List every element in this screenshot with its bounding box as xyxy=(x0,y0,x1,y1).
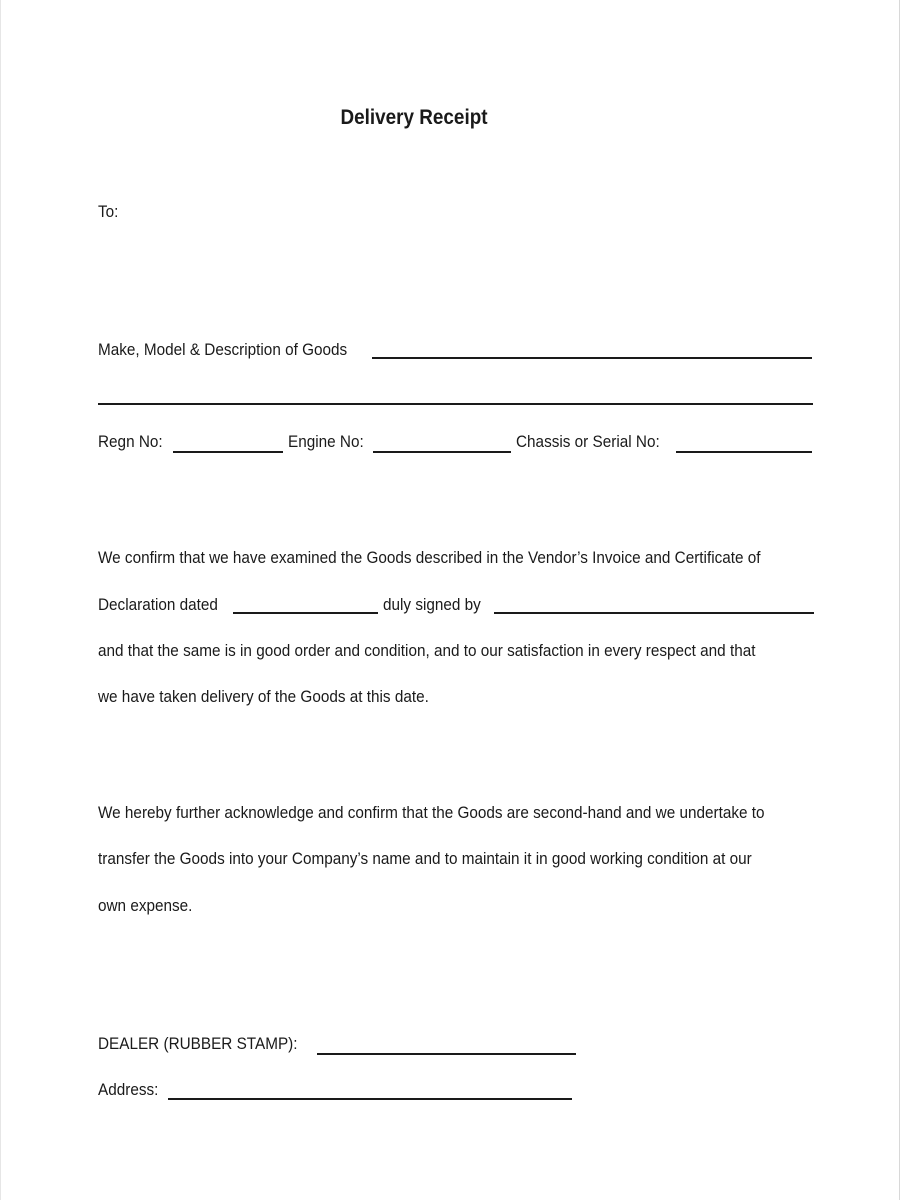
dealer-stamp-label: DEALER (RUBBER STAMP): xyxy=(98,1034,298,1053)
regn-no-field[interactable] xyxy=(173,451,283,453)
page-edge-left xyxy=(0,0,1,1200)
para1-line3: and that the same is in good order and condition, and to our satisfaction in every respect and that xyxy=(98,641,756,660)
goods-description-label: Make, Model & Description of Goods xyxy=(98,340,348,359)
regn-no-label: Regn No: xyxy=(98,432,163,451)
duly-signed-by-label: duly signed by xyxy=(383,595,481,614)
declaration-date-field[interactable] xyxy=(233,612,378,614)
signed-by-field[interactable] xyxy=(494,612,814,614)
address-field[interactable] xyxy=(168,1098,572,1100)
declaration-dated-label: Declaration dated xyxy=(98,595,218,614)
para2-line3: own expense. xyxy=(98,896,193,915)
to-label: To: xyxy=(98,202,119,221)
address-label: Address: xyxy=(98,1080,159,1099)
chassis-serial-label: Chassis or Serial No: xyxy=(516,432,660,451)
document-title: Delivery Receipt xyxy=(340,106,488,129)
para2-line2: transfer the Goods into your Company’s name and to maintain it in good working condition at our xyxy=(98,849,752,868)
engine-no-field[interactable] xyxy=(373,451,511,453)
engine-no-label: Engine No: xyxy=(288,432,364,451)
goods-description-field[interactable] xyxy=(372,357,812,359)
dealer-stamp-field[interactable] xyxy=(317,1053,576,1055)
goods-description-field-line2[interactable] xyxy=(98,403,813,405)
para1-line4: we have taken delivery of the Goods at this date. xyxy=(98,687,429,706)
para1-line1: We confirm that we have examined the Goods described in the Vendor’s Invoice and Certificate of xyxy=(98,548,761,567)
chassis-serial-field[interactable] xyxy=(676,451,812,453)
para2-line1: We hereby further acknowledge and confirm that the Goods are second-hand and we undertake to xyxy=(98,803,765,822)
